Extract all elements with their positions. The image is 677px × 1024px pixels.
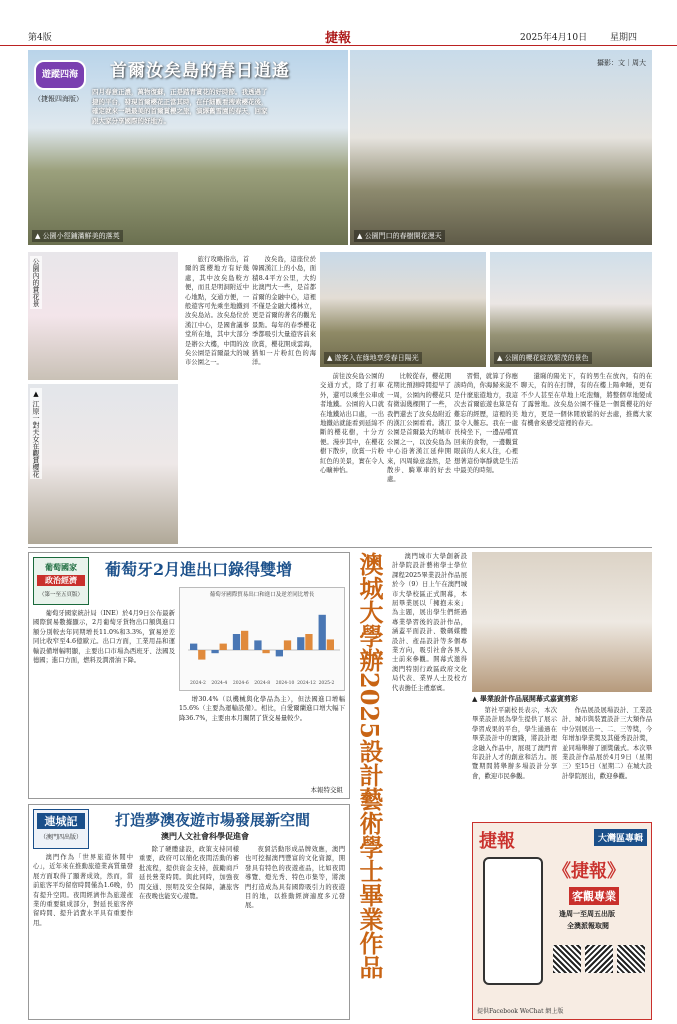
ad-phone	[483, 857, 543, 985]
nightlife-subtitle: 澳門人文社會科學促進會	[161, 831, 249, 841]
chart-tick-label: 2024-6	[232, 681, 249, 686]
masthead: 捷報	[325, 31, 352, 46]
ad-masthead: 捷報	[479, 831, 515, 852]
exhibition-body-2: 第社平副校長表示，本次畢業設計展為學生提供了展示學習成果的平台，學生通過在畢業設計中的實踐，將設計理念融入作品中，展現了澳門青年設計人才的創意和活力。展覽期間將舉辦多場設計分享會，歡迎市民參觀。	[472, 707, 557, 780]
chart-title: 葡萄牙國際貿易出口和進口及逆差同比增長	[209, 592, 315, 598]
trade-title: 葡萄牙2月進出口錄得雙增	[105, 560, 293, 579]
chart-bar-出口-6	[319, 615, 326, 650]
column-logo: 遊蹤四海	[34, 60, 86, 90]
nightlife-logo-sub: （澳門四出版）	[39, 834, 82, 841]
exhibition-caption-line: ▲ 畢業設計作品展開幕式嘉賓剪彩	[472, 694, 578, 703]
feature-col-5: 比較從春，櫻花開花期比預測時間提早了一周，公園內的櫻花只有微弱幾棵開了一些，我們還去了汝矣島附近的漢江公園看看。漢江公園是首爾最大的城市公園之一，以汝矣島為中心沿著漢江延伸開來，四周綠意盎然，是散步、騎單車的好去處。	[387, 373, 451, 484]
feature-col-4: 前往汝矣島公園的交通方式，除了打車外，還可以乘坐公車或者地鐵。公園的入口就在地鐵站出口處，一出地鐵站就能看到延綿不斷的櫻花樹，十分方便。漫步其中，在櫻花樹下散步，欣賞一片粉紅色的美景，實在令人心曠神怡。	[320, 373, 384, 475]
nightlife-body: 澳門作為「世界旅遊休閒中心」，近年來在推動旅遊業高質量發展方面取得了顯著成效，然而，當前旅客平均留宿時間僅為1.6晚，仍有提升空間。夜間經濟作為旅遊產業的重要組成部分，對延長旅客停留時間、提升消費水平具有重要作用。	[33, 854, 133, 927]
chart-bar-進口-6	[327, 639, 334, 650]
page-number: 第4版	[28, 33, 52, 43]
nightlife-body-3: 夜貿活動形成品牌效應，澳門也可挖掘澳門豐富的文化資源，開發具有特色的夜遊產品，比如夜間導覽、燈光秀、特色市集等，將澳門打造成為具有國際吸引力的夜遊目的地，以推動經濟適度多元發展。	[245, 846, 345, 910]
page-header	[0, 0, 677, 46]
nightlife-logo	[33, 809, 89, 849]
nightlife-logo-main: 連城記	[37, 813, 85, 829]
caption-lawn: ▲ 遊客入在綠地享受春日陽光	[324, 352, 422, 364]
ad-sub: 大灣區專輯	[594, 829, 647, 846]
trade-logo-sub: （第一至五頁版）	[38, 592, 83, 598]
weekday: 星期四	[610, 33, 638, 43]
trade-logo-mid: 政治經濟	[37, 575, 85, 586]
chart-bar-進口-4	[284, 640, 291, 650]
chart-bar-出口-1	[211, 650, 218, 653]
exhibition-title: 澳城大學辦2025設計藝術學士畢業作品	[355, 552, 384, 979]
chart-bar-出口-2	[233, 634, 240, 650]
chart-tick-label: 2025-2	[318, 681, 335, 686]
trade-chart	[179, 587, 345, 691]
exhibition-body: 澳門城市大學創新設計學院設計藝術學士學位課程2025畢業設計作品展於今（9）日上午在澳門城市大學校區正式開幕，本屆畢業展以「擁抱未來」為主題，展出學生們經過專業學習後的設計作品，涵蓋平面設計、數碼媒體設計、產品設計等多個專業方向，吸引社會各界人士前來參觀。開幕式邀得澳門特別行政區政府文化局代表、業界人士及校方代表擔任主禮嘉賓。	[392, 553, 467, 692]
column-sub: （捷報四海版）	[34, 95, 83, 103]
trade-logo-top: 葡萄國家	[45, 562, 77, 572]
ad-line3: 全澳派報取閱	[567, 921, 609, 930]
ad-panel	[472, 822, 652, 1020]
chart-bar-進口-0	[198, 650, 205, 660]
trade-body: 葡萄牙國家統計局（INE）於4月9日公布最新國際貿易數據顯示，2月葡萄牙貨物出口額與進口額分別較去年同期增長11.0%和3.3%，貿易逆差同比收窄至4.6億歐元。出口方面，工業用品和運輸設備增幅明顯，主要出口市場為西班牙、法國及德國；進口方面，燃料及潤滑油下降。	[33, 610, 175, 665]
feature-photo-lawn	[320, 252, 486, 367]
chart-tick-label: 2024-8	[254, 681, 271, 686]
chart-bar-進口-5	[305, 634, 312, 650]
chart-bar-進口-1	[220, 644, 227, 650]
qr-icon	[585, 945, 613, 973]
caption-gate: ▲ 公園門口的春樹開花漫天	[354, 230, 445, 242]
chart-bar-出口-5	[297, 637, 304, 650]
feature-photo-gate	[350, 50, 652, 245]
exhibition-photo	[472, 552, 652, 692]
section-divider	[28, 547, 652, 548]
caption-couple: ▲ 江原一對夫女在觀賞櫻花	[32, 390, 40, 478]
trade-logo	[33, 557, 89, 605]
qr-icon	[617, 945, 645, 973]
feature-photo-blossom	[28, 252, 178, 380]
feature-col-7: 還睇的陽光下，有的男生在放內，有的在聊天，有的在打牌，有的在樓上陽傘睡，更有不少人甚至在草地上吃泡麵，將整個草地變成了露營地。汝矣島公園不僅是一個賞櫻花的好地方，更是一個休閒放鬆的好去處，推薦大家有機會來感受這裡的春天。	[521, 373, 652, 428]
chart-tick-label: 2024-2	[190, 681, 206, 686]
issue-date: 2025年4月10日	[520, 33, 588, 43]
chart-bar-出口-0	[190, 644, 197, 650]
chart-tick-label: 2024-12	[297, 681, 316, 686]
feature-intro: 四月春意正濃，萬物復蘇，正是踏青賞花的好時節。我透過了捷的平台，發現首爾櫻花正當其時，在仔細觀看搜索櫻花後，確定就來一趟最美的首爾賞櫻之旅，演繹舊雪園的春天，回家跟大家分享國際的好地方。	[92, 88, 268, 125]
ad-qr-row	[553, 945, 647, 985]
feature-photo-park	[490, 252, 652, 367]
feature-col-6: 習慣，就算了你應該時尚，你海歸來說不是什麼旅遊地方，我這次去首爾旅遊也算是有難忘的經歷，這裡的美景令人難忘。我在一處長椅坐下，一邊品嚐買回來的食物，一邊觀賞眼前的人來人往，心裡想著這份寧靜就是生活中最美的時刻。	[454, 373, 518, 475]
chart-bar-出口-3	[254, 640, 261, 650]
feature-col-2: 汝矣島，這座位於韓國漢江上的小島，面積8.4平方公里，大約比澳門大一些，是首都首爾的金融中心，這裡不僅是金融大樓林立，更是首爾的著名的觀光景點。每年的春季櫻花季都吸引大量遊客前來欣賞，櫻花開成雲海，猶如一片粉紅色的海洋。	[252, 256, 316, 367]
caption-path: ▲ 公園小徑鋪滿鮮美的落英	[32, 230, 123, 242]
qr-icon	[553, 945, 581, 973]
ad-line1: 客觀專業	[569, 887, 619, 905]
exhibition-body-3: 作品展設展場設計、工業設計、城市與裝置設計三大類作品中分別展出一、二、三等獎，今年增加學業獎及其優秀設計獎，並同場舉辦了頒獎儀式。本次畢業設計作品展於4月9日（星期三）至15日（星期二）在城大設計學院展出，歡迎參觀。	[562, 707, 652, 780]
feature-photo-couple	[28, 384, 178, 544]
chart-svg	[180, 600, 346, 690]
chart-tick-label: 2024-10	[275, 681, 295, 686]
ad-foot: 提供Facebook WeChat 網上版	[477, 1008, 564, 1015]
chart-bar-進口-3	[262, 650, 269, 653]
chart-bar-出口-4	[276, 650, 283, 656]
nightlife-body-2: 除了硬體建設，政策支持同樣重要，政府可以簡化夜間活動的審批流程，提供資金支持，鼓勵商戶延長營業時間。與此同時，加強夜間交通、照明及安全保障，讓旅客在夜晚也能安心遊覽。	[139, 846, 239, 901]
chart-bar-進口-2	[241, 631, 248, 650]
feature-col-1: 旅行攻略指出，首爾的賞櫻地方有好幾處，其中汝矣島較方便，而且是明洞附近中心地點，交通方便，一般遊客可先乘坐地鐵到汝矣島站。汝矣島位於漢江中心，是國會議事堂所在地，其中大部分是辦公大樓，中間的汝矣公園是首爾最大的城市公園之一。	[185, 256, 249, 367]
nightlife-section	[28, 804, 350, 1020]
chart-tick-label: 2024-4	[211, 681, 228, 686]
feature-byline: 攝影：文｜周大	[597, 59, 646, 67]
caption-park: ▲ 公園的櫻花綻放繁茂的景色	[494, 352, 592, 364]
trade-byline: 本報特交組	[310, 786, 343, 794]
feature-title: 首爾汝矣島的春日逍遙	[110, 61, 290, 81]
nightlife-title: 打造夢澳夜遊市場發展新空間	[115, 811, 311, 829]
ad-line2: 逢周一至周五出版	[559, 909, 615, 918]
ad-big: 《捷報》	[553, 861, 625, 882]
trade-body-2: 增30.4%（以機械與化學品為主），但法國進口增幅15.6%（主要為運輸設備）。相比，自愛爾蘭進口增大幅下降36.7%，主要由本月關閉了貨交易量較少。	[179, 696, 345, 722]
caption-blossom: 公園內的賞花景	[32, 258, 40, 307]
trade-section	[28, 552, 350, 799]
